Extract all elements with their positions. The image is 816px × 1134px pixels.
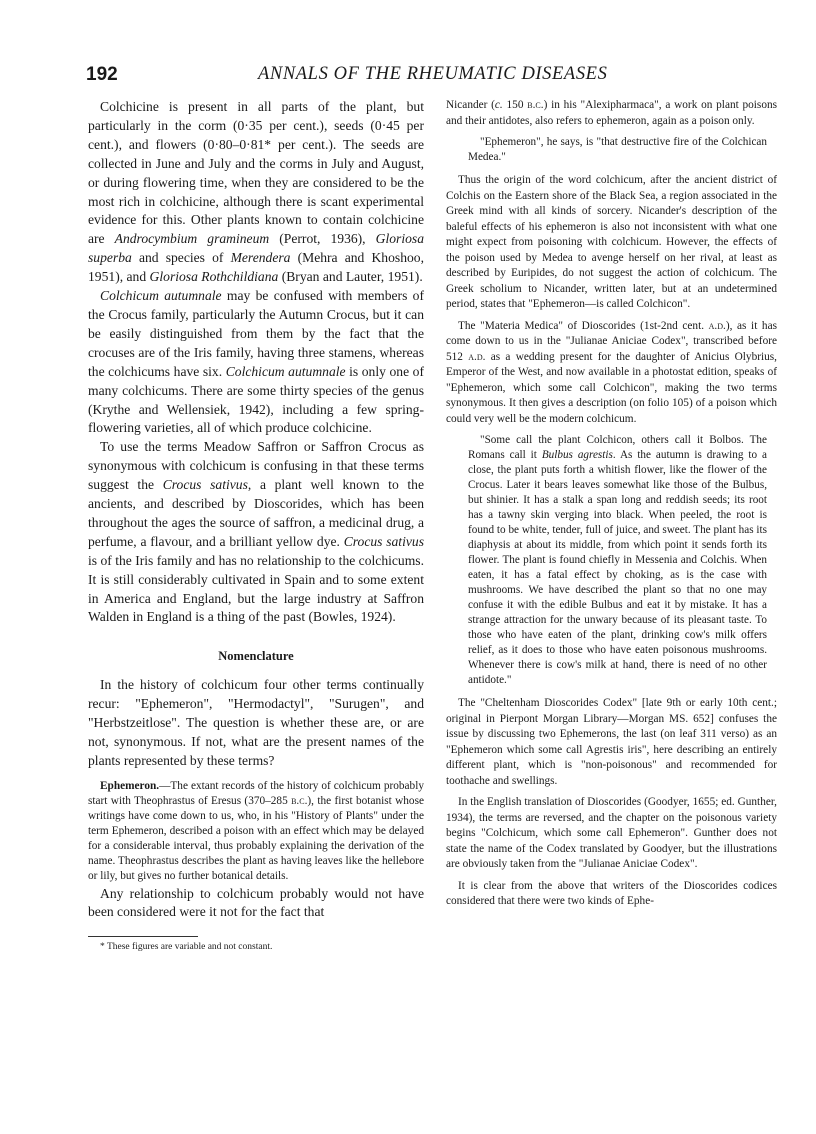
paragraph-cheltenham-codex: The "Cheltenham Dioscorides Codex" [late 9th or early 10th cent.; original in Pierpont Morgan Library—Morgan MS. 652] confuses the issue by discussing two Ephemerons, the last (on leaf 311 verso) as an "Ephemeron which some call Agrestis iris", here describing an entirely different plant, which is "non-poisonous" and recommended for toothache and swellings. (446, 697, 777, 787)
right-column (446, 98, 777, 916)
paragraph-colchis-origin: Thus the origin of the word colchicum, after the ancient district of Colchis on the Eastern shore of the Black Sea, a region associated in the Greek mind with all kinds of sorcery. Nicander's description of the baleful effects of his ephemeron is also not inconsistent with what one might expect from poisoning with colchicum. However, the effects of the poison used by Medea to avenge herself on her rival, at least as described by Euripides, do not suggest the action of colchicum. The Greek scholium to Nicander, written later, but at an undetermined period, states that "Ephemeron—is called Colchicon". (446, 174, 777, 310)
paragraph-materia-medica: The "Materia Medica" of Dioscorides (1st-2nd cent. a.d.), as it has come down to us in the "Julianae Aniciae Codex", transcribed before 512 a.d. as a wedding present for the daughter of Anicius Olybrius, Emperor of the West, and now available in a photostat edition, speaks of "Ephemeron, which some call Colchicon", making the two terms synonymous. It then gives a description (on folio 105) of a poison which could very well be the modern colchicum. (446, 319, 777, 425)
paragraph-english-translation: In the English translation of Dioscorides (Goodyer, 1655; ed. Gunther, 1934), the terms are reversed, and the chapter on the poisonous variety begins "Colchicum, which some call Ephemeron". Gunther does not state the name of the Codex translated by Goodyer, but the illustrations are obviously taken from the "Julianae Aniciae Codex". (446, 796, 777, 870)
running-title: ANNALS OF THE RHEUMATIC DISEASES (258, 64, 608, 84)
footnote: * These figures are variable and not constant. (100, 942, 273, 953)
paragraph-relationship: Any relationship to colchicum probably would not have been considered were it not for the fact that (88, 885, 424, 920)
quote-nicander: "Ephemeron", he says, is "that destructive fire of the Colchican Medea." (468, 136, 767, 163)
footnote-rule (88, 936, 198, 937)
paragraph-saffron: To use the terms Meadow Saffron or Saffron Crocus as synonymous with colchicum is confusing in that these terms suggest the Crocus sativus, a plant well known to the ancients, and described by Dioscorides, which has been throughout the ages the source of saffron, a medicinal drug, a perfume, a flavour, and a brilliant yellow dye. Crocus sativus is of the Iris family and has no relationship to the colchicums. It is still considerably cultivated in Spain and to some extent in America and England, but the large industry at Saffron Walden in England is a thing of the past (Bowles, 1924). (88, 439, 425, 625)
paragraph-conclusion: It is clear from the above that writers of the Dioscorides codices considered that there were two kinds of Ephe- (446, 879, 777, 907)
paragraph-nomenclature-intro: In the history of colchicum four other terms continually recur: "Ephemeron", "Hermodactyl", "Surugen", and "Herbstzeitlose". The question is whether these are, or are not, synonymous. If not, what are the present names of the plants represented by these terms? (88, 677, 424, 768)
paragraph-colchicine-content: Colchicine is present in all parts of the plant, but particularly in the corm (0·35 per cent.), seeds (0·45 per cent.), and flowers (0·80–0·81* per cent.). The seeds are collected in June and July and the corms in July and August, or during flowering time, when they are considered to be the most rich in colchicine, although there is scant experimental evidence for this. Other plants known to contain colchicine are Androcymbium gramineum (Perrot, 1936), Gloriosa superba and species of Merendera (Mehra and Khoshoo, 1951), and Gloriosa Rothchildiana (Bryan and Lauter, 1951). (88, 99, 424, 285)
section-heading-nomenclature: Nomenclature (218, 649, 294, 664)
page-number: 192 (86, 64, 118, 85)
left-column (88, 98, 424, 953)
quote-dioscorides: "Some call the plant Colchicon, others call it Bolbos. The Romans call it Bulbus agrestis. As the autumn is drawing to a close, the plant puts forth a whitish flower, like the flower of the Crocus. Later it bears leaves somewhat like those of the Bulbus, but shinier. It has a stalk a span long and reddish seeds; its root has a tawny skin verging into black. When peeled, the root is found to be white, tender, full of juice, and sweet. The plant has its diaphysis at about its middle, from which point it sends forth its flower. The plant is found chiefly in Messenia and Colchis. When eaten, it has a fatal effect by choking, as is the case with mushrooms. We have described the plant so that no one may confuse it with the edible Bulbus and eat it by mistake. It has a strange attraction for the unwary because of its pleasant taste. To those who have eaten of the plant, drinking cow's milk offers relief, as it does to those who have eaten poisonous mushrooms. Whenever there is cow's milk at hand, there is need of no other antidote." (468, 434, 767, 686)
page-header (86, 64, 736, 94)
paragraph-crocus-confusion: Colchicum autumnale may be confused with members of the Crocus family, particularly the Autumn Crocus, but it can be easily distinguished from them by the fact that the crocuses are of the Iris family, having three stamens, whereas the colchicums have six. Colchicum autumnale is only one of many colchicums. There are some thirty species of the genus (Krythe and Wellensiek, 1942), including a few spring-flowering varieties, all of which produce colchicine. (88, 288, 425, 436)
paragraph-nicander: Nicander (c. 150 b.c.) in his "Alexipharmaca", a work on plant poisons and their antidotes, also refers to ephemeron, again as a poison only. (446, 99, 778, 127)
paragraph-ephemeron: Ephemeron.—The extant records of the history of colchicum probably start with Theophrastus of Eresus (370–285 b.c.), the first botanist whose writings have come down to us, who, in his "History of Plants" under the term Ephemeron, described a poison with an effect which may be delayed for a considerable interval, thus probably explaining the derivation of the name. Theophrastus describes the plant as having leaves like the hellebore or lily, but gives no further botanical details. (88, 779, 424, 883)
